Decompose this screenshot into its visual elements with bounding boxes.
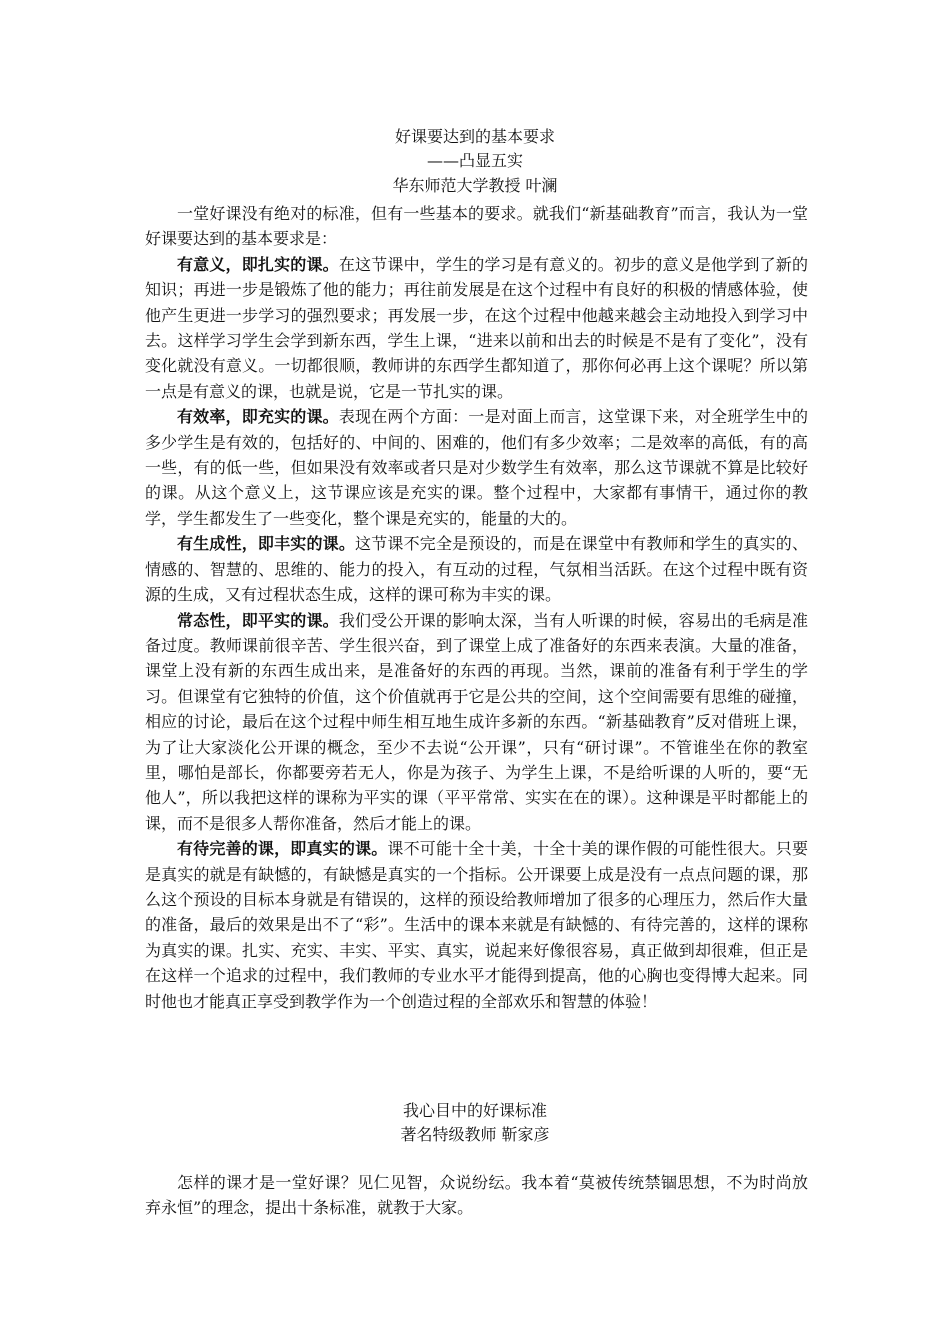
point-heading: 有待完善的课，即真实的课。 <box>177 839 388 859</box>
article1-author: 华东师范大学教授 叶澜 <box>392 176 558 195</box>
point-heading: 有意义，即扎实的课。 <box>177 254 339 274</box>
point-heading: 常态性，即平实的课。 <box>177 610 339 630</box>
article2-title: 我心目中的好课标准 <box>402 1101 547 1120</box>
point-paragraph <box>145 531 808 607</box>
point-paragraph <box>145 252 808 404</box>
point-heading: 有生成性，即丰实的课。 <box>177 534 356 554</box>
article2-author: 著名特级教师 靳家彦 <box>400 1125 550 1144</box>
point-text: 表现在两个方面：一是对面上而言，这堂课下来，对全班学生中的多少学生是有效的，包括好的、中间的、困难的，他们有多少效率；二是效率的高低，有的高一些，有的低一些，但如果没有效率或者只是对少数学生有效率，那么这节课就不算是比较好的课。从这个意义上，这节课应该是充实的课。整个过程中，大家都有事情干，通过你的教学，学生都发生了一些变化，整个课是充实的，能量的大的。 <box>145 407 808 528</box>
point-text: 这节课不完全是预设的，而是在课堂中有教师和学生的真实的、情感的、智慧的、思维的、能力的投入，有互动的过程，气氛相当活跃。在这个过程中既有资源的生成，又有过程状态生成，这样的课可称为丰实的课。 <box>145 534 808 605</box>
point-text: 在这节课中，学生的学习是有意义的。初步的意义是他学到了新的知识；再进一步是锻炼了他的能力；再往前发展是在这个过程中有良好的积极的情感体验，使他产生更进一步学习的强烈要求；再发展一步，在这个过程中他越来越会主动地投入到学习中去。这样学习学生会学到新东西，学生上课，“进来以前和出去的时候是不是有了变化”，没有变化就没有意义。一切都很顺，教师讲的东西学生都知道了，那你何必再上这个课呢？所以第一点是有意义的课，也就是说，它是一节扎实的课。 <box>145 254 808 401</box>
article2-intro: 怎样的课才是一堂好课？见仁见智，众说纷纭。我本着“莫被传统禁锢思想，不为时尚放弃永恒”的理念，提出十条标准，就教于大家。 <box>145 1173 808 1218</box>
article1-intro: 一堂好课没有绝对的标准，但有一些基本的要求。就我们“新基础教育”而言，我认为一堂好课要达到的基本要求是： <box>145 204 808 249</box>
article1-subtitle: ——凸显五实 <box>426 151 523 170</box>
point-paragraph <box>145 404 808 531</box>
article1-body <box>145 201 808 1014</box>
point-paragraph <box>145 836 808 1014</box>
point-text: 课不可能十全十美，十全十美的课作假的可能性很大。只要是真实的就是有缺憾的，有缺憾是真实的一个指标。公开课要上成是没有一点点问题的课，那么这个预设的目标本身就是有错误的，这样的预设给教师增加了很多的心理压力，然后作大量的准备，最后的效果是出不了“彩”。生活中的课本来就是有缺憾的、有待完善的，这样的课称为真实的课。扎实、充实、丰实、平实、真实，说起来好像很容易，真正做到却很难，但正是在这样一个追求的过程中，我们教师的专业水平才能得到提高，他的心胸也变得博大起来。同时他也才能真正享受到教学作为一个创造过程的全部欢乐和智慧的体验！ <box>145 839 808 1011</box>
point-paragraph <box>145 608 808 837</box>
point-heading: 有效率，即充实的课。 <box>177 407 339 427</box>
article2-body <box>145 1170 808 1221</box>
point-text: 我们受公开课的影响太深，当有人听课的时候，容易出的毛病是准备过度。教师课前很辛苦、学生很兴奋，到了课堂上成了准备好的东西来表演。大量的准备，课堂上没有新的东西生成出来，是准备好的东西的再现。当然，课前的准备有利于学生的学习。但课堂有它独特的价值，这个价值就再于它是公共的空间，这个空间需要有思维的碰撞，相应的讨论，最后在这个过程中师生相互地生成许多新的东西。“新基础教育”反对借班上课，为了让大家淡化公开课的概念，至少不去说“公开课”，只有“研讨课”。不管谁坐在你的教室里，哪怕是部长，你都要旁若无人，你是为孩子、为学生上课，不是给听课的人听的，要“无他人”，所以我把这样的课称为平实的课（平平常常、实实在在的课）。这种课是平时都能上的课，而不是很多人帮你准备，然后才能上的课。 <box>145 610 808 833</box>
article1-title: 好课要达到的基本要求 <box>394 127 555 146</box>
